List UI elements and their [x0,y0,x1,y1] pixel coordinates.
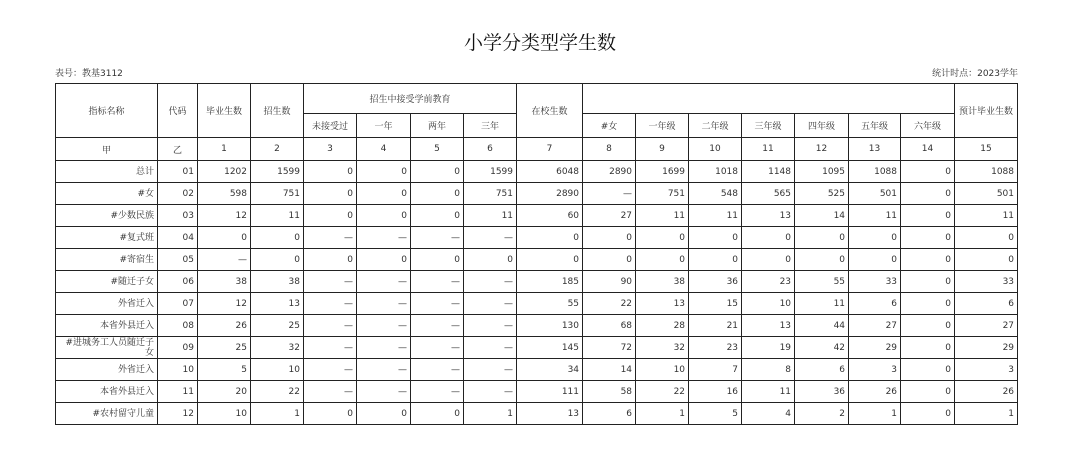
row-code: 05 [158,249,198,271]
value-cell: 10 [198,403,251,425]
value-cell: 6 [583,403,636,425]
value-cell: 42 [795,337,849,359]
value-cell: 36 [795,381,849,403]
value-cell: 6 [795,359,849,381]
index-cell: 1 [198,138,251,161]
value-cell: 29 [849,337,901,359]
value-cell: 1088 [955,161,1018,183]
value-cell: 751 [636,183,689,205]
value-cell: — [357,359,411,381]
value-cell: 1148 [742,161,795,183]
value-cell: 0 [304,183,357,205]
header-code: 代码 [158,84,198,138]
page-title: 小学分类型学生数 [463,32,616,54]
value-cell: — [411,337,464,359]
value-cell: 26 [198,315,251,337]
table-row [56,381,1018,403]
value-cell: 11 [795,293,849,315]
value-cell: 3 [955,359,1018,381]
value-cell: 3 [849,359,901,381]
value-cell: 0 [689,249,742,271]
value-cell: 0 [901,271,955,293]
value-cell: 0 [901,161,955,183]
value-cell: — [304,293,357,315]
row-name: #随迁子女 [56,271,158,293]
index-cell: 12 [795,138,849,161]
header-preschool-sub: 三年 [464,114,517,138]
header-grade-sub: 五年级 [849,114,901,138]
value-cell: 22 [636,381,689,403]
value-cell: — [357,227,411,249]
value-cell: — [304,381,357,403]
header-name: 指标名称 [56,84,158,138]
row-name: 本省外县迁入 [56,381,158,403]
value-cell: 55 [517,293,583,315]
value-cell: 58 [583,381,636,403]
value-cell: 0 [901,205,955,227]
row-name: 外省迁入 [56,293,158,315]
value-cell: 0 [251,249,304,271]
value-cell: 598 [198,183,251,205]
value-cell: 36 [689,271,742,293]
form-number: 表号：教基3112 [55,69,123,79]
row-name: #寄宿生 [56,249,158,271]
value-cell: 19 [742,337,795,359]
value-cell: 22 [583,293,636,315]
value-cell: 32 [251,337,304,359]
header-grade-sub: 二年级 [689,114,742,138]
value-cell: 7 [689,359,742,381]
value-cell: — [304,337,357,359]
header-grade-sub: 三年级 [742,114,795,138]
value-cell: 0 [742,249,795,271]
value-cell: — [357,293,411,315]
value-cell: 5 [689,403,742,425]
value-cell: 111 [517,381,583,403]
header-grade-sub: 四年级 [795,114,849,138]
row-code: 01 [158,161,198,183]
value-cell: 0 [955,249,1018,271]
value-cell: 6048 [517,161,583,183]
value-cell: — [464,381,517,403]
value-cell: 0 [636,227,689,249]
value-cell: 0 [742,227,795,249]
row-name: #女 [56,183,158,205]
header-preschool-sub: 未接受过 [304,114,357,138]
value-cell: — [411,293,464,315]
value-cell: 1 [849,403,901,425]
value-cell: — [198,249,251,271]
value-cell: 11 [742,381,795,403]
index-cell: 6 [464,138,517,161]
value-cell: — [411,315,464,337]
value-cell: 565 [742,183,795,205]
value-cell: 4 [742,403,795,425]
value-cell: 55 [795,271,849,293]
value-cell: 12 [198,205,251,227]
value-cell: 1 [636,403,689,425]
value-cell: 0 [901,293,955,315]
value-cell: 0 [795,227,849,249]
table-row [56,249,1018,271]
table-row [56,205,1018,227]
value-cell: 13 [517,403,583,425]
index-cell: 14 [901,138,955,161]
value-cell: 10 [251,359,304,381]
value-cell: 548 [689,183,742,205]
value-cell: 2 [795,403,849,425]
value-cell: 33 [955,271,1018,293]
value-cell: 0 [901,403,955,425]
index-cell: 8 [583,138,636,161]
value-cell: 11 [849,205,901,227]
value-cell: 25 [251,315,304,337]
value-cell: 23 [689,337,742,359]
index-row [56,138,1018,161]
value-cell: 25 [198,337,251,359]
value-cell: 6 [955,293,1018,315]
row-code: 12 [158,403,198,425]
header-grades-group [583,84,955,114]
value-cell: 130 [517,315,583,337]
value-cell: — [464,227,517,249]
value-cell: 11 [955,205,1018,227]
value-cell: 1 [955,403,1018,425]
index-cell: 乙 [158,138,198,161]
value-cell: 11 [636,205,689,227]
value-cell: 21 [689,315,742,337]
value-cell: 68 [583,315,636,337]
value-cell: 751 [464,183,517,205]
index-cell: 2 [251,138,304,161]
value-cell: 60 [517,205,583,227]
table-row [56,293,1018,315]
table-row [56,359,1018,381]
value-cell: 0 [517,249,583,271]
header-grade-sub: #女 [583,114,636,138]
value-cell: — [357,337,411,359]
header-preschool-sub: 一年 [357,114,411,138]
value-cell: 12 [198,293,251,315]
value-cell: 16 [689,381,742,403]
value-cell: 0 [901,227,955,249]
value-cell: 14 [795,205,849,227]
value-cell: 0 [583,227,636,249]
value-cell: 0 [901,315,955,337]
value-cell: 1095 [795,161,849,183]
value-cell: 1202 [198,161,251,183]
row-name: #进城务工人员随迁子女 [56,337,158,359]
value-cell: 0 [411,205,464,227]
value-cell: — [464,271,517,293]
value-cell: — [411,359,464,381]
value-cell: 0 [357,249,411,271]
value-cell: 26 [849,381,901,403]
value-cell: 0 [357,183,411,205]
value-cell: 0 [849,227,901,249]
value-cell: 751 [251,183,304,205]
value-cell: 0 [198,227,251,249]
value-cell: 11 [689,205,742,227]
value-cell: 0 [304,205,357,227]
value-cell: 2890 [517,183,583,205]
value-cell: 0 [901,381,955,403]
row-name: 总计 [56,161,158,183]
value-cell: 0 [517,227,583,249]
value-cell: — [464,293,517,315]
row-code: 06 [158,271,198,293]
table-row [56,403,1018,425]
value-cell: 0 [636,249,689,271]
index-cell: 11 [742,138,795,161]
value-cell: 1 [464,403,517,425]
value-cell: — [411,381,464,403]
row-name: 外省迁入 [56,359,158,381]
row-code: 03 [158,205,198,227]
value-cell: 501 [955,183,1018,205]
value-cell: — [411,271,464,293]
index-cell: 13 [849,138,901,161]
index-cell: 9 [636,138,689,161]
value-cell: — [357,381,411,403]
value-cell: 90 [583,271,636,293]
value-cell: — [304,315,357,337]
value-cell: 501 [849,183,901,205]
header-preschool: 招生中接受学前教育 [304,84,517,114]
header-in-school: 在校生数 [517,84,583,138]
value-cell: 13 [251,293,304,315]
value-cell: 0 [955,227,1018,249]
value-cell: 0 [251,227,304,249]
header-grad: 毕业生数 [198,84,251,138]
value-cell: 28 [636,315,689,337]
value-cell: 38 [251,271,304,293]
index-cell: 甲 [56,138,158,161]
row-name: #农村留守儿童 [56,403,158,425]
index-cell: 3 [304,138,357,161]
row-code: 11 [158,381,198,403]
value-cell: 1699 [636,161,689,183]
value-cell: 27 [849,315,901,337]
stat-time: 统计时点：2023学年 [932,69,1018,79]
value-cell: 22 [251,381,304,403]
value-cell: 0 [411,403,464,425]
value-cell: 13 [636,293,689,315]
value-cell: 0 [411,249,464,271]
header-enroll: 招生数 [251,84,304,138]
value-cell: 0 [411,161,464,183]
row-code: 08 [158,315,198,337]
value-cell: — [357,271,411,293]
value-cell: — [464,315,517,337]
value-cell: 44 [795,315,849,337]
row-name: #少数民族 [56,205,158,227]
student-table [55,83,1018,425]
value-cell: 38 [198,271,251,293]
row-code: 09 [158,337,198,359]
value-cell: 185 [517,271,583,293]
value-cell: 1 [251,403,304,425]
value-cell: 33 [849,271,901,293]
value-cell: 0 [901,359,955,381]
header-grade-sub: 一年级 [636,114,689,138]
row-name: #复式班 [56,227,158,249]
index-cell: 4 [357,138,411,161]
value-cell: 525 [795,183,849,205]
row-code: 04 [158,227,198,249]
value-cell: 23 [742,271,795,293]
value-cell: — [357,315,411,337]
value-cell: 13 [742,205,795,227]
value-cell: — [304,227,357,249]
value-cell: — [304,359,357,381]
value-cell: 11 [464,205,517,227]
value-cell: 27 [583,205,636,227]
header-grade-sub: 六年级 [901,114,955,138]
value-cell: 29 [955,337,1018,359]
value-cell: 0 [689,227,742,249]
value-cell: 0 [357,161,411,183]
value-cell: — [304,271,357,293]
value-cell: 0 [901,183,955,205]
value-cell: 0 [304,249,357,271]
value-cell: 0 [795,249,849,271]
value-cell: 27 [955,315,1018,337]
value-cell: 14 [583,359,636,381]
value-cell: — [583,183,636,205]
value-cell: 0 [901,249,955,271]
value-cell: — [411,227,464,249]
value-cell: 38 [636,271,689,293]
header-expected: 预计毕业生数 [955,84,1018,138]
value-cell: 15 [689,293,742,315]
table-row [56,183,1018,205]
value-cell: 72 [583,337,636,359]
value-cell: 0 [849,249,901,271]
value-cell: 145 [517,337,583,359]
value-cell: 5 [198,359,251,381]
value-cell: — [464,337,517,359]
value-cell: 0 [411,183,464,205]
value-cell: 10 [742,293,795,315]
row-code: 02 [158,183,198,205]
value-cell: 0 [901,337,955,359]
value-cell: 32 [636,337,689,359]
header-preschool-sub: 两年 [411,114,464,138]
value-cell: 8 [742,359,795,381]
value-cell: 1088 [849,161,901,183]
value-cell: 20 [198,381,251,403]
value-cell: 1599 [251,161,304,183]
value-cell: 0 [304,403,357,425]
table-row [56,271,1018,293]
value-cell: 1018 [689,161,742,183]
value-cell: 0 [464,249,517,271]
value-cell: 1599 [464,161,517,183]
table-row [56,337,1018,359]
index-cell: 7 [517,138,583,161]
value-cell: 0 [357,403,411,425]
value-cell: 13 [742,315,795,337]
value-cell: — [464,359,517,381]
value-cell: 0 [583,249,636,271]
value-cell: 11 [251,205,304,227]
row-code: 07 [158,293,198,315]
value-cell: 34 [517,359,583,381]
value-cell: 10 [636,359,689,381]
row-name: 本省外县迁入 [56,315,158,337]
index-cell: 15 [955,138,1018,161]
table-row [56,227,1018,249]
table-row [56,315,1018,337]
table-row [56,161,1018,183]
index-cell: 5 [411,138,464,161]
row-code: 10 [158,359,198,381]
index-cell: 10 [689,138,742,161]
value-cell: 2890 [583,161,636,183]
value-cell: 6 [849,293,901,315]
value-cell: 0 [357,205,411,227]
value-cell: 0 [304,161,357,183]
value-cell: 26 [955,381,1018,403]
